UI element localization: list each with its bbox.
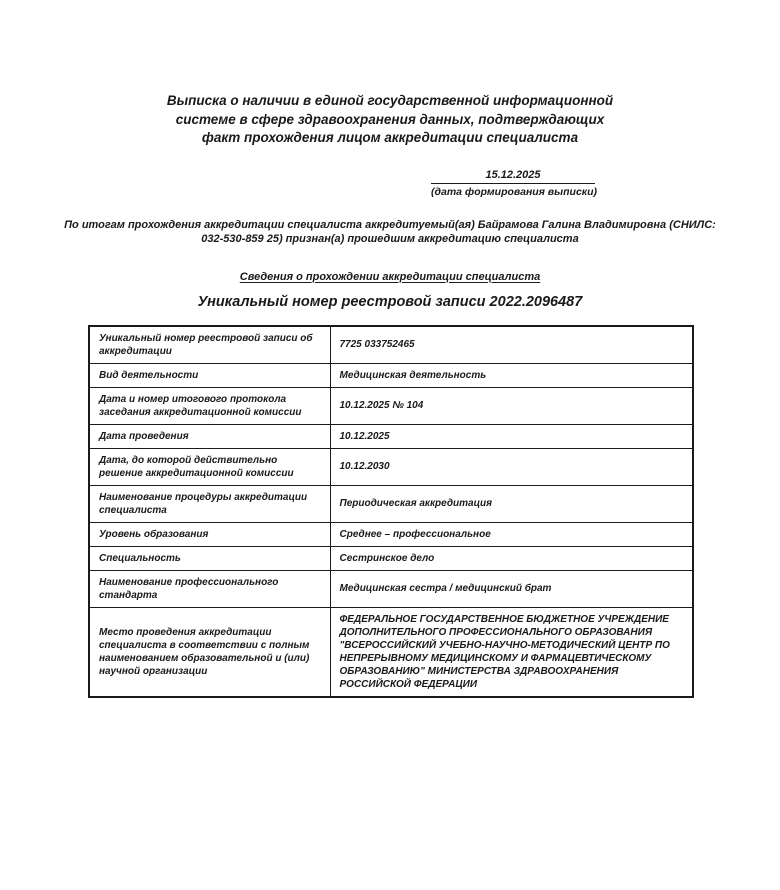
row-label: Дата, до которой действительно решение аккредитационной комиссии	[89, 448, 330, 485]
row-value: ФЕДЕРАЛЬНОЕ ГОСУДАРСТВЕННОЕ БЮДЖЕТНОЕ УЧРЕЖДЕНИЕ ДОПОЛНИТЕЛЬНОГО ПРОФЕССИОНАЛЬНОГО ОБРАЗОВАНИЯ "ВСЕРОССИЙСКИЙ УЧЕБНО-НАУЧНО-МЕТОДИЧЕСКИЙ ЦЕНТР ПО НЕПРЕРЫВНОМУ МЕДИЦИНСКОМУ И ФАРМАЦЕВТИЧЕСКОМУ ОБРАЗОВАНИЮ" МИНИСТЕРСТВА ЗДРАВООХРАНЕНИЯ РОССИЙСКОЙ ФЕДЕРАЦИИ	[330, 607, 693, 697]
registry-number-heading: Уникальный номер реестровой записи 2022.2096487	[197, 293, 583, 310]
row-value: Сестринское дело	[330, 546, 693, 570]
row-value: Медицинская деятельность	[330, 363, 693, 387]
table-row	[89, 424, 693, 448]
table-row	[89, 485, 693, 522]
row-label: Вид деятельности	[89, 363, 330, 387]
row-label: Наименование профессионального стандарта	[89, 570, 330, 607]
table-row	[89, 363, 693, 387]
row-label: Уникальный номер реестровой записи об аккредитации	[89, 326, 330, 364]
row-label: Дата проведения	[89, 424, 330, 448]
row-label: Наименование процедуры аккредитации специалиста	[89, 485, 330, 522]
row-value: 10.12.2025	[330, 424, 693, 448]
table-row	[89, 387, 693, 424]
row-label: Специальность	[89, 546, 330, 570]
table-row	[89, 326, 693, 364]
document-title: Выписка о наличии в единой государственной информационной системе в сфере здравоохранения данных, подтверждающих факт прохождения лицом аккредитации специалиста	[166, 93, 614, 145]
row-value: Медицинская сестра / медицинский брат	[330, 570, 693, 607]
row-value: 10.12.2030	[330, 448, 693, 485]
table-row	[89, 570, 693, 607]
row-label: Уровень образования	[89, 522, 330, 546]
issue-date: 15.12.2025	[431, 169, 595, 184]
row-value: 10.12.2025 № 104	[330, 387, 693, 424]
intro-paragraph: По итогам прохождения аккредитации специалиста аккредитуемый(ая) Байрамова Галина Владимировна (СНИЛС: 032-530-859 25) признан(а) прошедшим аккредитацию специалиста	[64, 218, 716, 245]
issue-date-block	[431, 168, 598, 198]
row-value: Среднее – профессиональное	[330, 522, 693, 546]
table-row	[89, 522, 693, 546]
section-heading: Сведения о прохождении аккредитации специалиста	[239, 270, 541, 283]
table-row	[89, 546, 693, 570]
row-value: Периодическая аккредитация	[330, 485, 693, 522]
accreditation-table	[88, 325, 694, 698]
row-label: Место проведения аккредитации специалиста в соответствии с полным наименованием образовательной и (или) научной организации	[89, 607, 330, 697]
table-row	[89, 607, 693, 697]
row-label: Дата и номер итогового протокола заседания аккредитационной комиссии	[89, 387, 330, 424]
table-row	[89, 448, 693, 485]
issue-date-caption: (дата формирования выписки)	[431, 185, 598, 198]
row-value: 7725 033752465	[330, 326, 693, 364]
